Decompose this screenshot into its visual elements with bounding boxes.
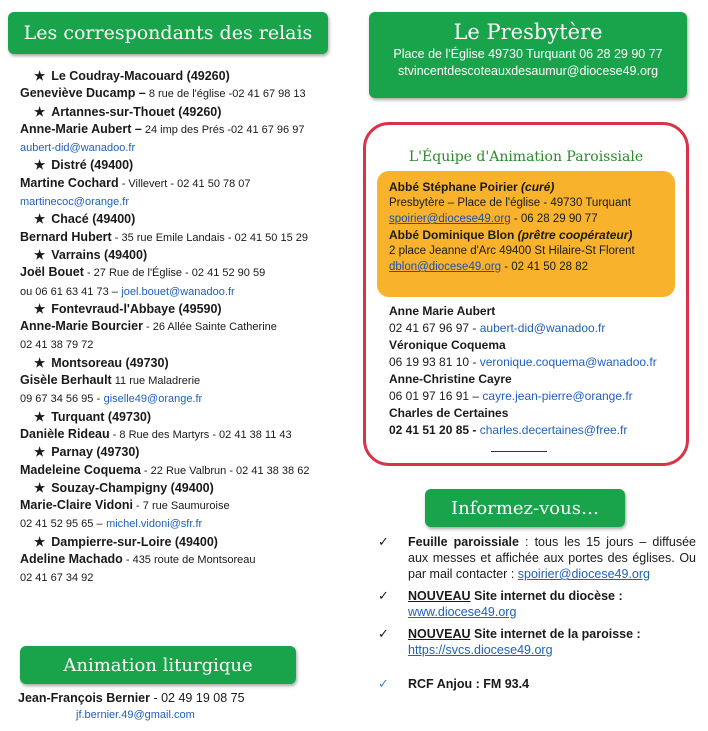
relais-phone-line: 02 41 38 79 72 (20, 339, 94, 352)
relais-email[interactable]: aubert-did@wanadoo.fr (20, 142, 136, 155)
relais-item (20, 355, 340, 409)
relais-item (20, 444, 340, 480)
star-icon: ★ (34, 104, 46, 119)
star-icon: ★ (34, 69, 46, 83)
relais-contact: Bernard Hubert - 35 rue Emile Landais - 02 41 50 15 29 (20, 229, 308, 244)
relais-extra: ou 06 61 63 41 73 – joel.bouet@wanadoo.fr (20, 285, 235, 298)
relais-name: Madeleine Coquema (20, 462, 141, 477)
presbytere-address: Place de l'Église 49730 Turquant 06 28 29 90 77 (393, 47, 663, 61)
star-icon: ★ (34, 355, 46, 370)
equipe-box (363, 122, 689, 466)
relais-item (20, 104, 340, 158)
relais-email[interactable]: martinecoc@orange.fr (20, 196, 129, 209)
member-name: Véronique Coquema (389, 338, 506, 352)
relais-name: Bernard Hubert (20, 229, 112, 244)
relais-email[interactable]: giselle49@orange.fr (103, 393, 203, 406)
relais-item (20, 247, 340, 301)
clergy-box (377, 171, 675, 297)
member-contact: 06 01 97 16 91 – cayre.jean-pierre@orange.fr (389, 389, 633, 403)
check-icon: ✓ (378, 588, 389, 603)
animation-name: Jean-François Bernier (18, 691, 150, 705)
star-icon: ★ (34, 445, 46, 460)
relais-place: ★ Dampierre-sur-Loire (49400) (34, 534, 218, 549)
relais-item (20, 68, 340, 104)
diocese-link[interactable]: www.diocese49.org (408, 605, 517, 619)
relais-name: Adeline Machado (20, 552, 123, 567)
relais-item (20, 480, 340, 534)
info-rcf: ✓ RCF Anjou : FM 93.4 (378, 676, 530, 691)
clergy-address: 2 place Jeanne d'Arc 49400 St Hilaire-St Florent (389, 245, 635, 257)
relais-place: ★ Chacé (49400) (34, 212, 136, 227)
star-icon: ★ (34, 409, 46, 424)
clergy-address: Presbytère – Place de l'église - 49730 Turquant (389, 197, 631, 209)
relais-name: Gisèle Berhault (20, 373, 112, 388)
relais-place: ★ Souzay-Champigny (49400) (34, 480, 214, 495)
relais-name: Danièle Rideau (20, 426, 110, 441)
star-icon: ★ (34, 534, 46, 549)
animation-title: Animation liturgique (20, 646, 296, 684)
star-icon: ★ (34, 301, 46, 316)
relais-contact: Anne-Marie Bourcier - 26 Allée Sainte Catherine (20, 319, 277, 334)
member-name: Anne Marie Aubert (389, 304, 496, 318)
check-icon: ✓ (378, 534, 389, 549)
relais-email[interactable]: michel.vidoni@sfr.fr (106, 518, 203, 531)
relais-name: Anne-Marie Bourcier (20, 319, 143, 334)
relais-place: ★ Le Coudray-Macouard (49260) (34, 69, 230, 83)
member-contact: 02 41 51 20 85 - charles.decertaines@free.fr (389, 423, 628, 437)
relais-item (20, 211, 340, 247)
star-icon: ★ (34, 212, 46, 227)
clergy-email[interactable]: dblon@diocese49.org (389, 261, 502, 273)
relais-item (20, 534, 340, 588)
star-icon: ★ (34, 247, 46, 262)
member-email[interactable]: cayre.jean-pierre@orange.fr (482, 389, 633, 403)
member-name: Charles de Certaines (389, 406, 509, 420)
divider (491, 451, 547, 452)
relais-contact: Joël Bouet - 27 Rue de l'Église - 02 41 52 90 59 (20, 265, 266, 280)
member-email[interactable]: veronique.coquema@wanadoo.fr (479, 355, 657, 369)
relais-place: ★ Montsoreau (49730) (34, 355, 169, 370)
relais-place: ★ Artannes-sur-Thouet (49260) (34, 104, 222, 119)
relais-phone-line: 02 41 67 34 92 (20, 572, 94, 585)
clergy-contact: dblon@diocese49.org - 02 41 50 28 82 (389, 261, 589, 273)
presbytere-email[interactable]: stvincentdescoteauxdesaumur@diocese49.org (397, 64, 659, 78)
correspondants-title: Les correspondants des relais (8, 12, 328, 54)
relais-place: ★ Varrains (49400) (34, 247, 148, 262)
relais-place: ★ Fontevraud-l'Abbaye (49590) (34, 301, 222, 316)
relais-item (20, 301, 340, 355)
paroisse-link[interactable]: https://svcs.diocese49.org (408, 643, 553, 657)
clergy-contact: spoirier@diocese49.org - 06 28 29 90 77 (389, 213, 598, 225)
presbytere-title: Le Presbytère (453, 20, 603, 44)
relais-email-line (20, 139, 340, 157)
animation-phone: - 02 49 19 08 75 (150, 691, 245, 705)
clergy-name: Abbé Stéphane Poirier (curé) (389, 180, 555, 194)
relais-place: ★ Turquant (49730) (34, 409, 152, 424)
clergy-name: Abbé Dominique Blon (prêtre coopérateur) (389, 228, 633, 242)
info-paroisse: ✓ NOUVEAU Site internet de la paroisse : https://svcs.diocese49.org (378, 626, 641, 657)
members-list (389, 303, 679, 439)
relais-item (20, 157, 340, 211)
equipe-title: L'Équipe d'Animation Paroissiale (408, 149, 644, 165)
relais-contact: Adeline Machado - 435 route de Montsoreau (20, 552, 256, 567)
relais-name: Marie-Claire Vidoni (20, 498, 133, 513)
relais-phone-line: 09 67 34 56 95 - giselle49@orange.fr (20, 393, 203, 406)
relais-contact: Danièle Rideau - 8 Rue des Martyrs - 02 41 38 11 43 (20, 426, 292, 441)
relais-name: Martine Cochard (20, 175, 119, 190)
relais-contact: Marie-Claire Vidoni - 7 rue Saumuroise (20, 498, 230, 513)
relais-name: Joël Bouet (20, 265, 84, 280)
check-icon: ✓ (378, 626, 389, 641)
animation-contact (18, 690, 338, 724)
relais-name: Geneviève Ducamp – (20, 86, 146, 101)
clergy-email[interactable]: spoirier@diocese49.org (389, 213, 511, 225)
member-name: Anne-Christine Cayre (389, 372, 512, 386)
check-icon: ✓ (378, 676, 389, 691)
member-contact: 06 19 93 81 10 - veronique.coquema@wanadoo.fr (389, 355, 657, 369)
relais-contact: Gisèle Berhault 11 rue Maladrerie (20, 373, 201, 388)
star-icon: ★ (34, 480, 46, 495)
relais-item (20, 409, 340, 445)
info-feuille: ✓ Feuille paroissiale : tous les 15 jours – diffusée aux messes et affichée aux portes des églises. Ou par mail contacter : spoirier@diocese49.org (378, 534, 696, 581)
member-email[interactable]: aubert-did@wanadoo.fr (479, 321, 606, 335)
relais-list (20, 68, 340, 588)
animation-email[interactable]: jf.bernier.49@gmail.com (76, 709, 195, 721)
relais-phone-line: 02 41 52 95 65 – michel.vidoni@sfr.fr (20, 518, 203, 531)
informez-title: Informez-vous… (425, 489, 625, 527)
star-icon: ★ (34, 158, 46, 173)
feuille-email-link[interactable]: spoirier@diocese49.org (517, 567, 650, 581)
info-diocese: ✓ NOUVEAU Site internet du diocèse : www.diocese49.org (378, 588, 623, 619)
relais-name: Anne-Marie Aubert – (20, 121, 142, 136)
relais-contact: Anne-Marie Aubert – 24 imp des Prés -02 41 67 96 97 (20, 121, 305, 136)
presbytere-box (369, 12, 687, 98)
relais-email-line (20, 193, 340, 211)
relais-contact: Madeleine Coquema - 22 Rue Valbrun - 02 41 38 38 62 (20, 462, 310, 477)
member-contact: 02 41 67 96 97 - aubert-did@wanadoo.fr (389, 321, 606, 335)
member-email[interactable]: charles.decertaines@free.fr (479, 423, 628, 437)
informez-list (378, 534, 696, 698)
relais-place: ★ Parnay (49730) (34, 445, 140, 460)
relais-contact: Geneviève Ducamp – 8 rue de l'église -02 41 67 98 13 (20, 86, 306, 101)
relais-place: ★ Distré (49400) (34, 158, 134, 173)
relais-contact: Martine Cochard - Villevert - 02 41 50 78 07 (20, 175, 251, 190)
relais-email[interactable]: joel.bouet@wanadoo.fr (121, 285, 235, 298)
